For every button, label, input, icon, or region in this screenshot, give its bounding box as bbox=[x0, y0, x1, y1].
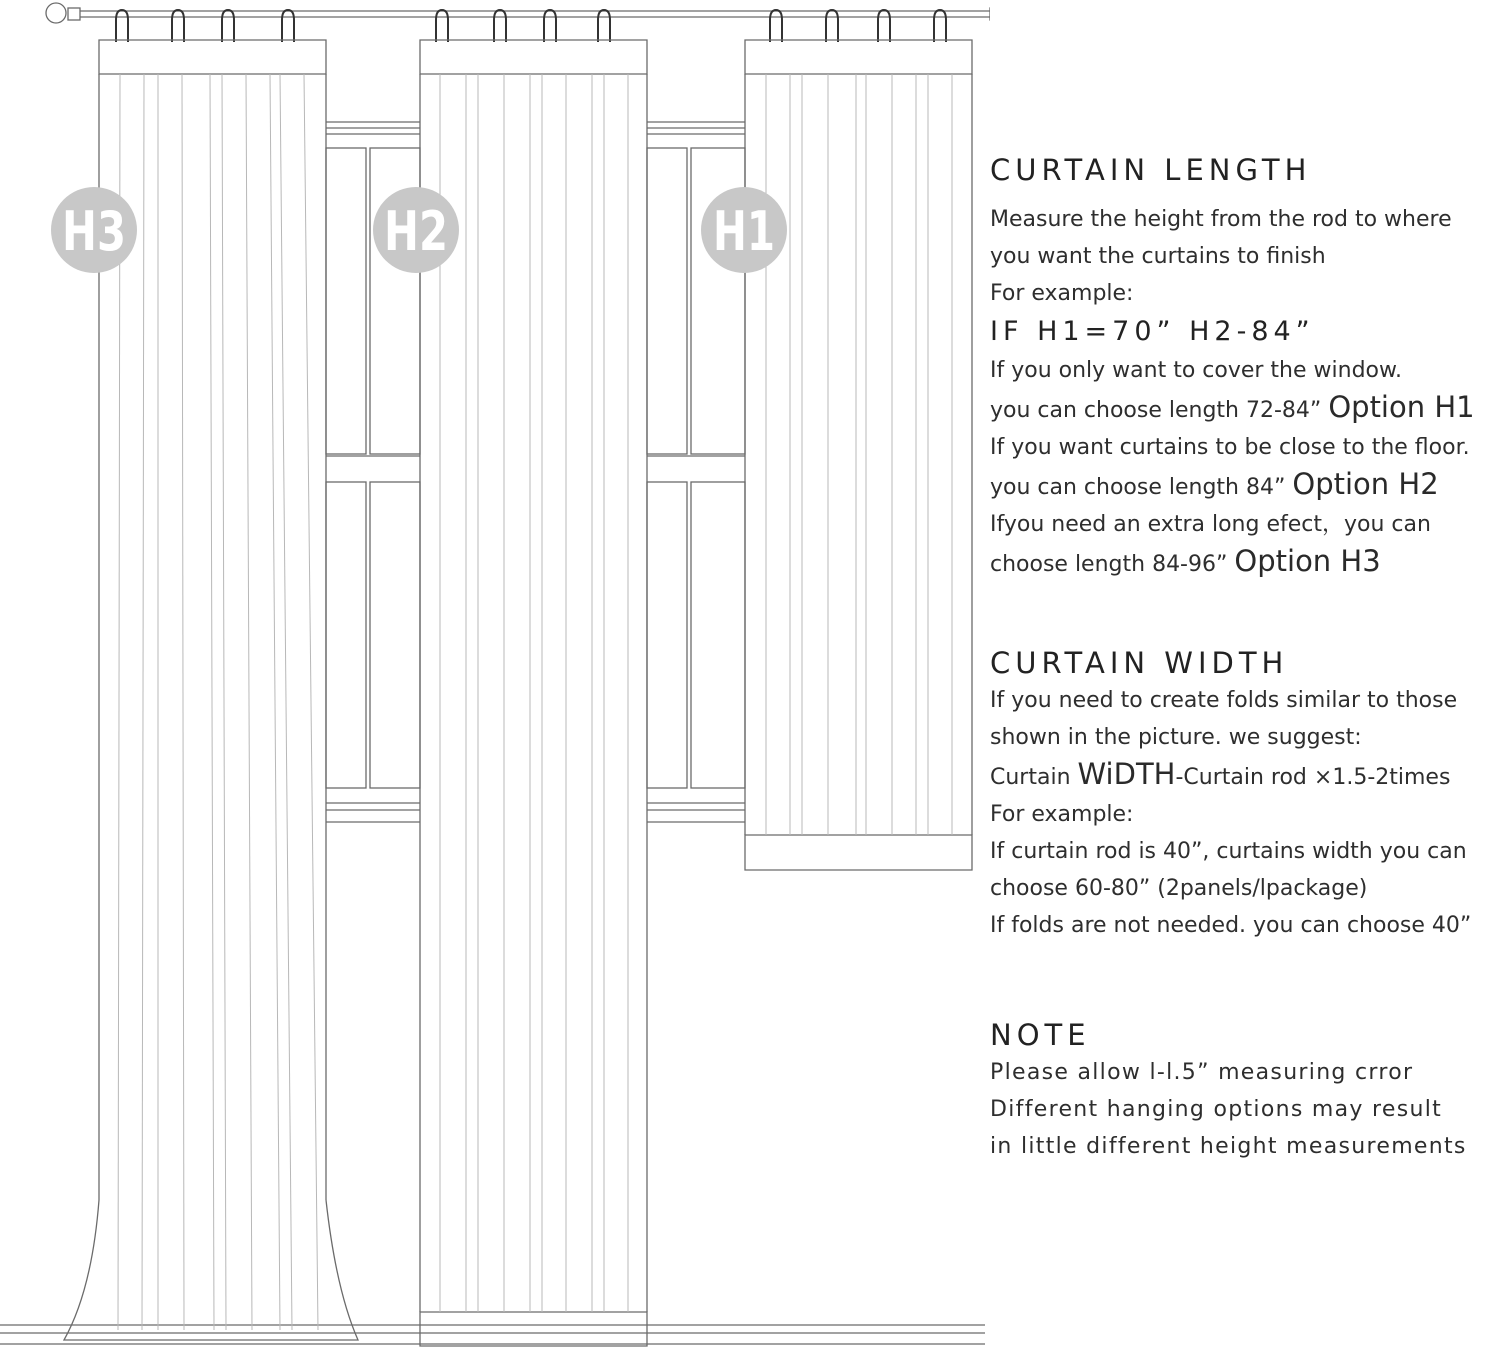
badge-h1 bbox=[701, 187, 787, 273]
curtain-hooks bbox=[116, 10, 946, 42]
curtain-width-section bbox=[990, 646, 1500, 944]
curtain-width-heading: CURTAIN WIDTH bbox=[990, 646, 1289, 680]
floor-line bbox=[0, 1325, 985, 1344]
note-line: Please allow l-l.5” measuring crror bbox=[990, 1060, 1414, 1085]
option-h1-text: you can choose length 72-84” bbox=[990, 398, 1322, 423]
curtain-length-heading: CURTAIN LENGTH bbox=[990, 153, 1312, 187]
width-formula-prefix: Curtain bbox=[990, 765, 1071, 790]
curtain-length-line: If you want curtains to be close to the floor. bbox=[990, 435, 1470, 460]
option-h2-label: Option H2 bbox=[1292, 467, 1439, 501]
curtain-length-section bbox=[990, 153, 1500, 583]
option-h2-text: you can choose length 84” bbox=[990, 475, 1286, 500]
curtain-width-line: shown in the picture. we suggest: bbox=[990, 725, 1362, 750]
curtain-length-line: Ifyou need an extra long efect，you can bbox=[990, 512, 1431, 537]
option-h3-text: choose length 84-96” bbox=[990, 552, 1228, 577]
badge-h3 bbox=[51, 187, 137, 273]
curtain-width-line: If folds are not needed. you can choose 40” bbox=[990, 913, 1472, 938]
curtain-length-line: you want the curtains to finish bbox=[990, 244, 1326, 269]
curtain-h1 bbox=[745, 40, 972, 870]
curtain-width-line: If you need to create folds similar to those bbox=[990, 688, 1458, 713]
note-line: Different hanging options may result bbox=[990, 1097, 1443, 1122]
curtain-length-line: Measure the height from the rod to where bbox=[990, 207, 1452, 232]
curtain-length-line: For example: bbox=[990, 281, 1134, 306]
curtain-length-line: If you only want to cover the window. bbox=[990, 358, 1402, 383]
option-h3-line bbox=[990, 543, 1500, 583]
option-h1-line bbox=[990, 389, 1500, 429]
width-formula-line bbox=[990, 756, 1500, 796]
option-h1-label: Option H1 bbox=[1328, 390, 1475, 424]
curtain-rod bbox=[46, 3, 990, 23]
badge-h1-label: H1 bbox=[713, 200, 775, 263]
note-section bbox=[990, 1018, 1500, 1165]
curtain-width-line: For example: bbox=[990, 802, 1134, 827]
length-example: IF H1=70” H2-84” bbox=[990, 316, 1315, 347]
badge-h2-label: H2 bbox=[384, 200, 448, 263]
curtain-width-line: If curtain rod is 40”, curtains width you can bbox=[990, 839, 1467, 864]
width-formula-suffix: -Curtain rod ×1.5-2times bbox=[1175, 765, 1451, 790]
curtain-width-line: choose 60-80” (2panels/lpackage) bbox=[990, 876, 1368, 901]
badge-h2 bbox=[373, 187, 459, 273]
option-h3-label: Option H3 bbox=[1234, 544, 1381, 578]
width-formula-big: WiDTH bbox=[1077, 757, 1176, 791]
badge-h3-label: H3 bbox=[62, 200, 126, 263]
note-heading: NOTE bbox=[990, 1018, 1091, 1052]
note-line: in little different height measurements bbox=[990, 1134, 1467, 1159]
option-h2-line bbox=[990, 466, 1500, 506]
